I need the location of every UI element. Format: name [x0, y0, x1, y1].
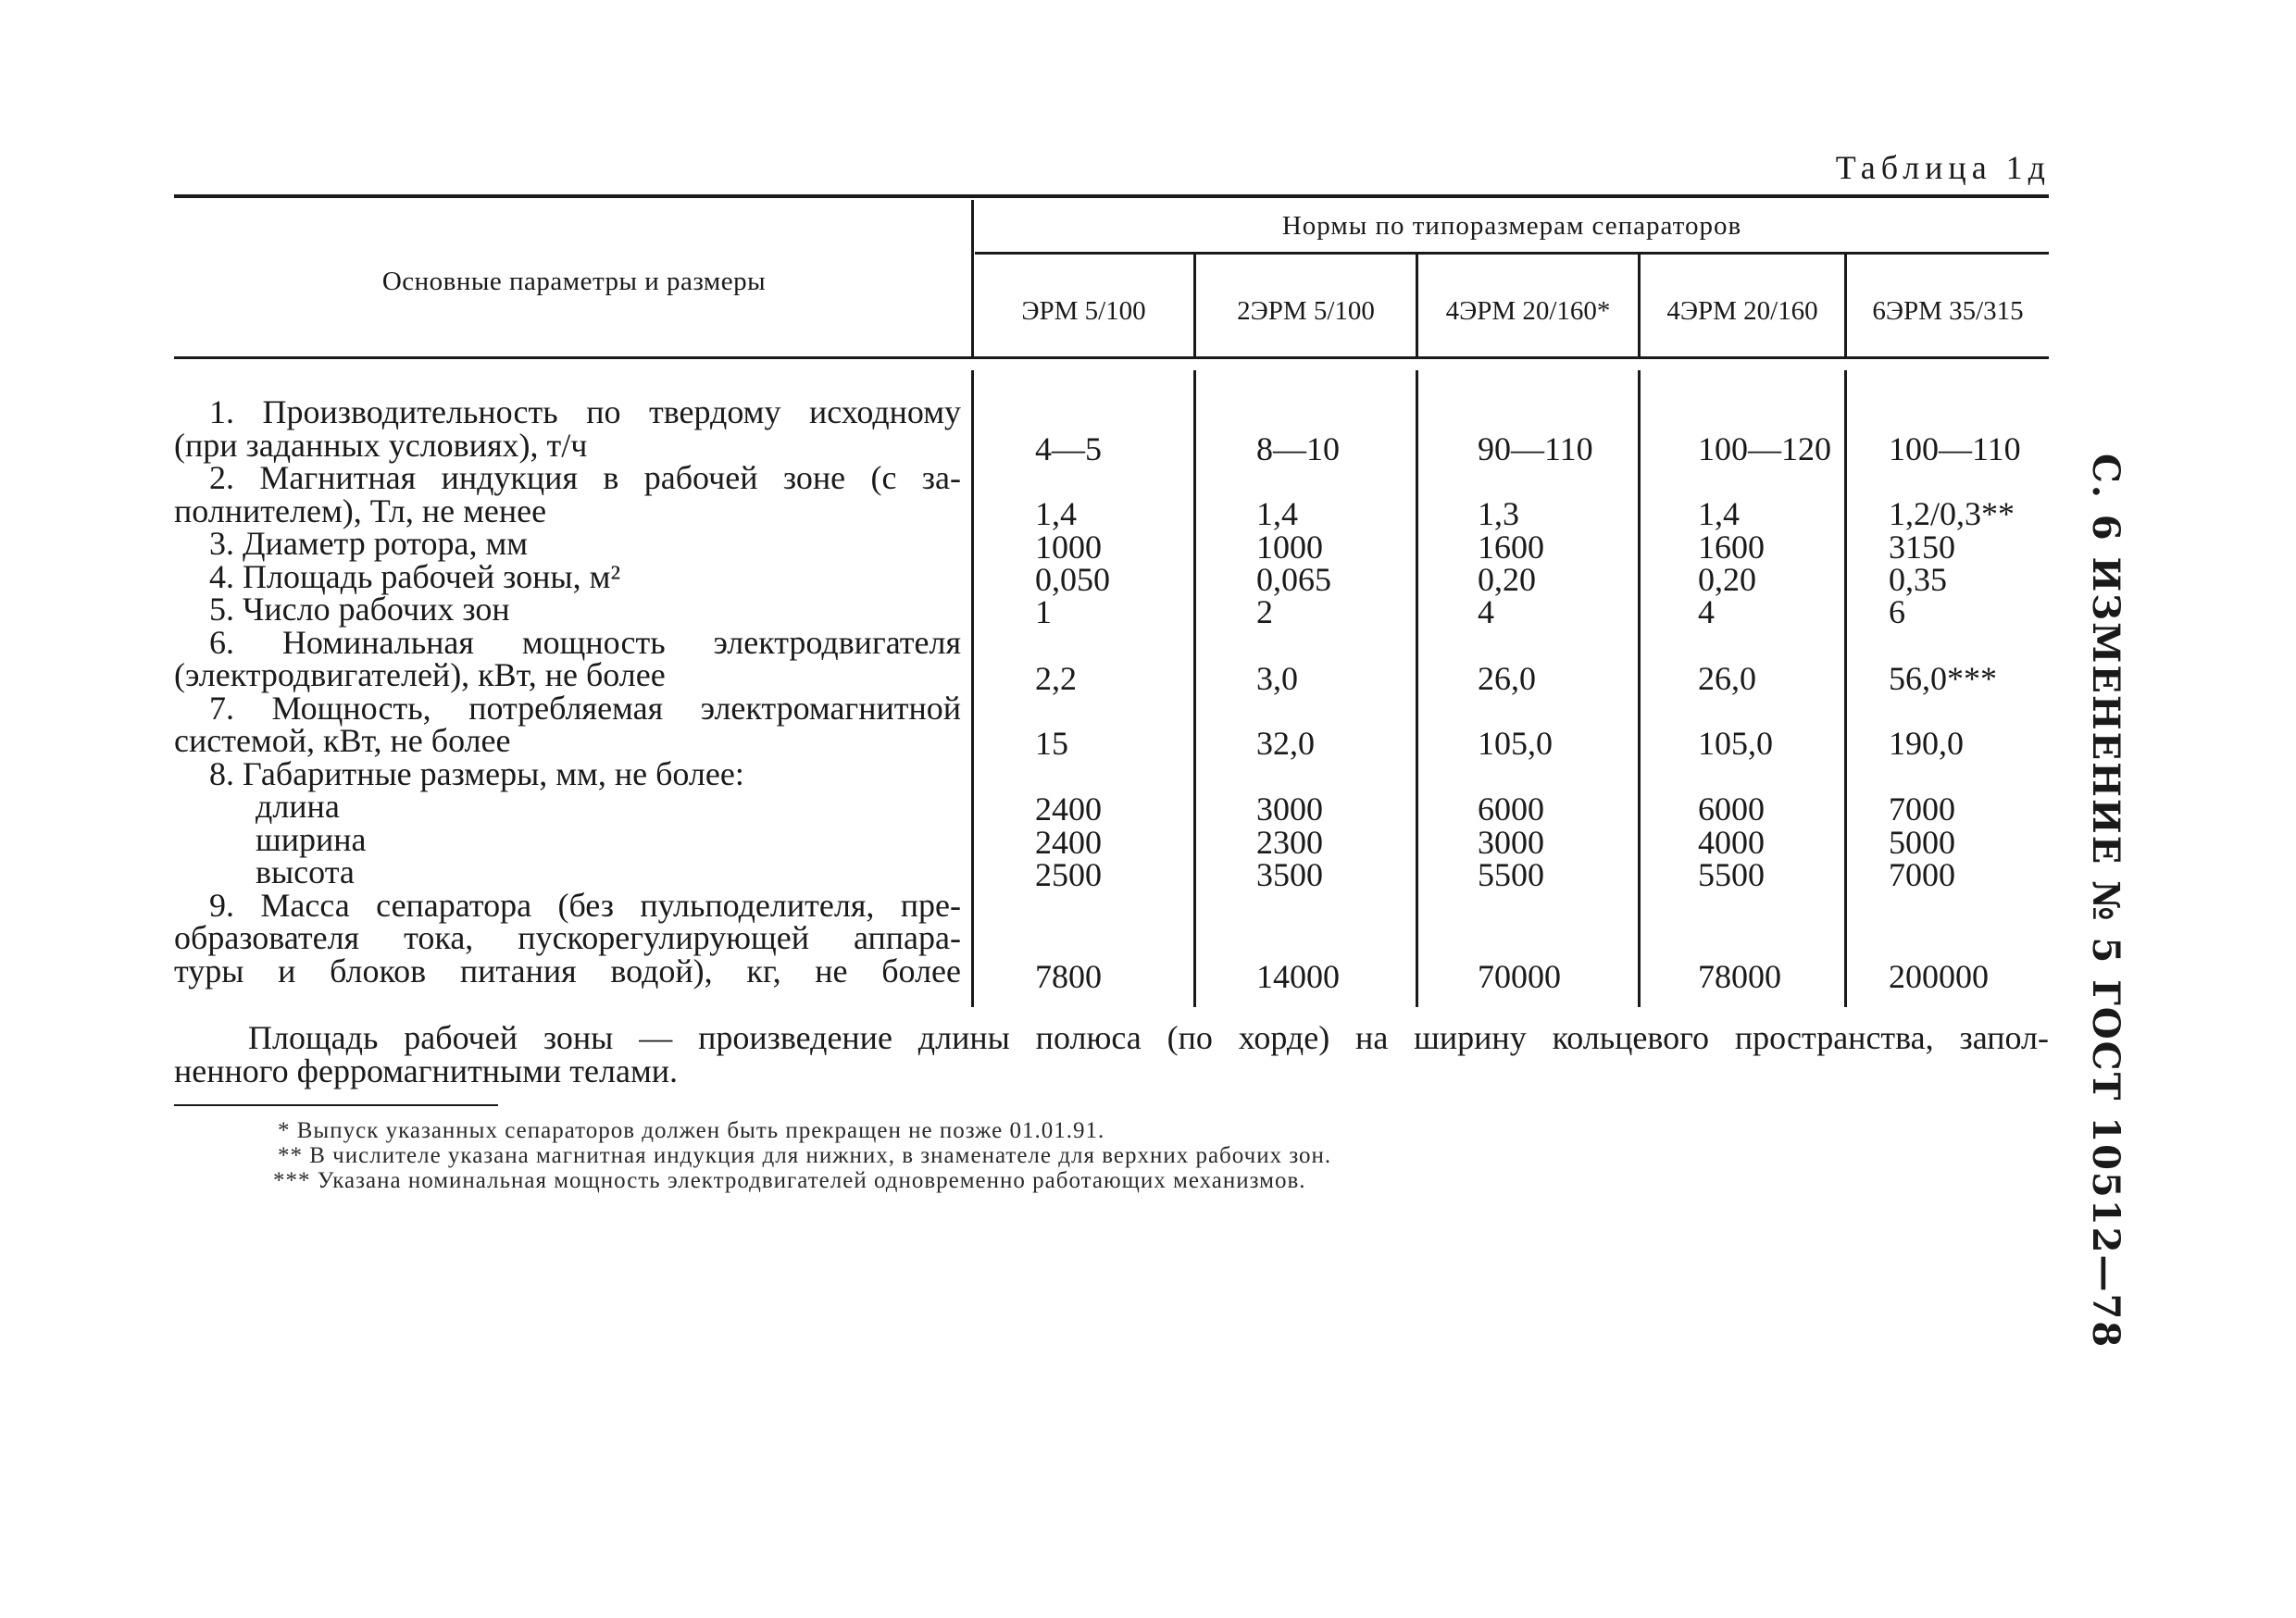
param-line: (электродвигателей), кВт, не более: [174, 656, 666, 693]
column-divider: [1638, 370, 1641, 1007]
table-cell: 3000: [1478, 824, 1544, 861]
table-cell: 78000: [1698, 958, 1781, 995]
table-label: Таблица 1д: [1835, 149, 2051, 186]
parameter-list: [174, 393, 961, 989]
table-cell: 6: [1889, 593, 1905, 630]
table-cell: 5500: [1478, 856, 1544, 893]
table-cell: 1600: [1698, 529, 1765, 566]
param-line: туры и блоков питания водой), кг, не более: [174, 952, 961, 989]
note-paragraph: [174, 1021, 2049, 1088]
table-cell: 1000: [1035, 529, 1102, 566]
table-cell: 3,0: [1256, 660, 1298, 697]
column-divider: [971, 370, 974, 1007]
table-cell: 5500: [1698, 856, 1765, 893]
param-line: (при заданных условиях), т/ч: [174, 426, 588, 464]
table-cell: 105,0: [1698, 725, 1773, 762]
table-cell: 32,0: [1256, 725, 1315, 762]
table-cell: 1,4: [1256, 495, 1298, 532]
param-line: высота: [256, 853, 355, 890]
table-cell: 1,4: [1698, 495, 1740, 532]
table-cell: 2: [1256, 593, 1273, 630]
param-line: 6. Номинальная мощность электродвигателя: [209, 623, 961, 661]
norms-header-rule: [975, 252, 2049, 255]
table-cell: 100—120: [1698, 430, 1831, 467]
document-sidebar-title: С. 6 ИЗМЕНЕНИЕ № 5 ГОСТ 10512—78: [2084, 454, 2128, 1350]
table-cell: 7000: [1889, 790, 1955, 828]
param-line: 1. Производительность по твердому исходному: [209, 393, 961, 430]
params-header: Основные параметры и размеры: [381, 267, 767, 296]
table-cell: 0,35: [1889, 561, 1947, 598]
table-cell: 5000: [1889, 824, 1955, 861]
table-top-rule: [174, 194, 2049, 198]
table-cell: 0,065: [1256, 561, 1331, 598]
table-cell: 2300: [1256, 824, 1323, 861]
table-cell: 1,4: [1035, 495, 1077, 532]
table-cell: 1: [1035, 593, 1052, 630]
column-divider: [1416, 370, 1418, 1007]
column-header: ЭРМ 5/100: [1021, 296, 1146, 326]
column-divider: [1844, 370, 1847, 1007]
table-cell: 105,0: [1478, 725, 1553, 762]
table-cell: 90—110: [1478, 430, 1593, 467]
param-line: 4. Площадь рабочей зоны, м²: [209, 557, 621, 595]
table-cell: 3000: [1256, 790, 1323, 828]
table-cell: 0,050: [1035, 561, 1110, 598]
param-line: образователя тока, пускорегулирующей аппара-: [174, 919, 961, 956]
table-cell: 0,20: [1478, 561, 1536, 598]
norms-header: Нормы по типоразмерам сепараторов: [1281, 211, 1742, 241]
table-cell: 15: [1035, 725, 1068, 762]
footnote: *** Указана номинальная мощность электродвигателей одновременно работающих механизмов.: [273, 1168, 1306, 1193]
column-header: 6ЭРМ 35/315: [1872, 296, 2024, 326]
header-bottom-rule: [174, 356, 2049, 359]
table-cell: 6000: [1698, 790, 1765, 828]
param-line: 3. Диаметр ротора, мм: [209, 525, 529, 562]
table-cell: 2400: [1035, 790, 1102, 828]
table-cell: 2,2: [1035, 660, 1077, 697]
table-cell: 1600: [1478, 529, 1544, 566]
footnote: ** В числителе указана магнитная индукция для нижних, в знаменателе для верхних рабочих зон.: [278, 1143, 1332, 1168]
param-line: ширина: [256, 820, 367, 858]
table-cell: 1000: [1256, 529, 1323, 566]
footnote-rule: [174, 1104, 498, 1106]
param-line: длина: [256, 788, 340, 825]
table-cell: 3500: [1256, 856, 1323, 893]
param-line: 5. Число рабочих зон: [209, 591, 510, 628]
table-cell: 200000: [1889, 958, 1989, 995]
table-cell: 0,20: [1698, 561, 1756, 598]
table-cell: 14000: [1256, 958, 1340, 995]
param-line: полнителем), Тл, не менее: [174, 492, 547, 529]
table-cell: 8—10: [1256, 430, 1340, 467]
footnote: * Выпуск указанных сепараторов должен быть прекращен не позже 01.01.91.: [278, 1118, 1105, 1143]
table-cell: 4: [1478, 593, 1494, 630]
column-header: 4ЭРМ 20/160: [1666, 296, 1818, 326]
column-divider: [1193, 370, 1196, 1007]
table-cell: 6000: [1478, 790, 1544, 828]
note-line: Площадь рабочей зоны — произведение длины полюса (по хорде) на ширину кольцевого пространства, запол-: [248, 1019, 2049, 1056]
table-cell: 4000: [1698, 824, 1765, 861]
table-cell: 100—110: [1889, 430, 2021, 467]
table-cell: 1,2/0,3**: [1889, 495, 2015, 532]
param-line: 9. Масса сепаратора (без пульподелителя, пре-: [209, 886, 961, 924]
note-line: ненного ферромагнитными телами.: [174, 1052, 679, 1089]
param-line: системой, кВт, не более: [174, 722, 511, 759]
param-line: 7. Мощность, потребляемая электромагнитной: [209, 689, 961, 727]
table-cell: 190,0: [1889, 725, 1964, 762]
table-cell: 7800: [1035, 958, 1102, 995]
column-header: 4ЭРМ 20/160*: [1445, 296, 1611, 326]
table-cell: 2500: [1035, 856, 1102, 893]
table-cell: 26,0: [1698, 660, 1756, 697]
table-cell: 26,0: [1478, 660, 1536, 697]
table-cell: 70000: [1478, 958, 1561, 995]
table-cell: 56,0***: [1889, 660, 1997, 697]
table-cell: 1,3: [1478, 495, 1519, 532]
table-cell: 2400: [1035, 824, 1102, 861]
column-header: 2ЭРМ 5/100: [1237, 296, 1375, 326]
param-line: 2. Магнитная индукция в рабочей зоне (с за-: [209, 459, 961, 496]
table-cell: 7000: [1889, 856, 1955, 893]
table-cell: 4—5: [1035, 430, 1102, 467]
table-cell: 3150: [1889, 529, 1955, 566]
table-cell: 4: [1698, 593, 1715, 630]
param-line: 8. Габаритные размеры, мм, не более:: [209, 754, 744, 792]
